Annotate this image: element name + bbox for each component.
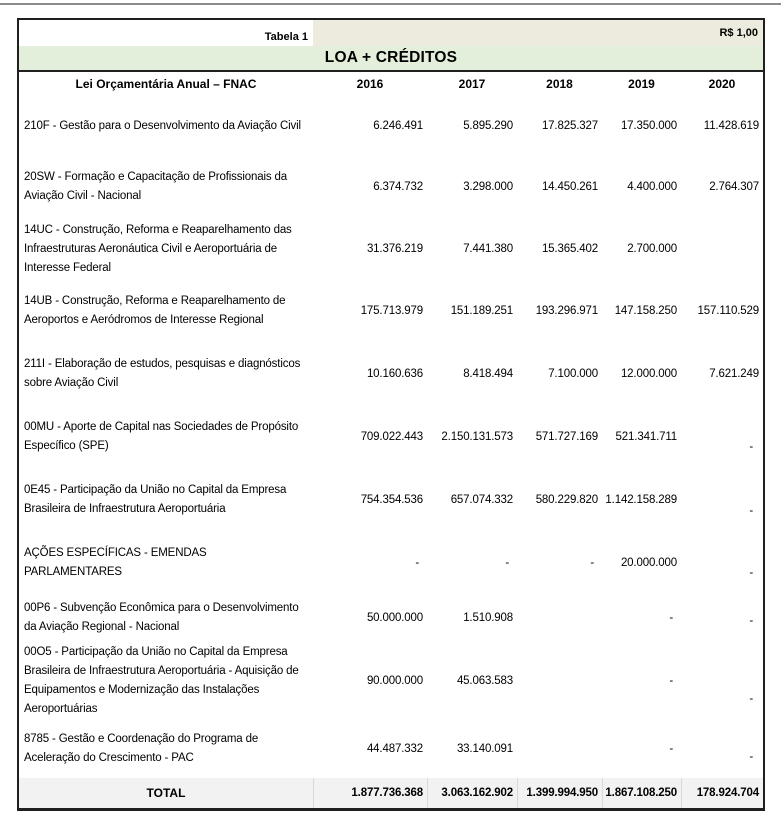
row-value: 50.000.000: [366, 612, 423, 624]
row-value: 45.063.583: [456, 675, 513, 687]
row-value: 6.246.491: [373, 120, 423, 132]
row-value: 44.487.332: [366, 743, 423, 755]
row-value: 15.365.402: [541, 243, 598, 255]
row-label: 0E45 - Participação da União no Capital da Empresa Brasileira de Infraestrutura Aeroportuária: [24, 484, 287, 515]
column-header-year-2017: 2017: [458, 77, 486, 91]
row-value: -: [749, 693, 753, 705]
row-value: 3.298.000: [463, 181, 513, 193]
row-label: 00MU - Aporte de Capital nas Sociedades de Propósito Específico (SPE): [24, 421, 299, 452]
table-row: [19, 468, 763, 532]
row-value: -: [669, 675, 673, 687]
row-value: 20.000.000: [620, 557, 677, 569]
row-value: -: [749, 615, 753, 627]
row-value: 17.825.327: [541, 120, 598, 132]
row-value: [681, 218, 763, 280]
table-body: [19, 96, 763, 778]
row-value: 5.895.290: [463, 120, 513, 132]
currency-note: R$ 1,00: [313, 20, 763, 46]
row-label: 00P6 - Subvenção Econômica para o Desenvolvimento da Aviação Regional - Nacional: [24, 602, 299, 633]
header-row: [19, 72, 763, 96]
row-value: 14.450.261: [541, 181, 598, 193]
table-row: [19, 342, 763, 406]
total-value-2018: 1.399.994.950: [517, 778, 602, 808]
row-value: 8.418.494: [463, 368, 513, 380]
row-label: 14UB - Construção, Reforma e Reaparelhamento de Aeroportos e Aeródromos de Interesse Regional: [24, 295, 286, 326]
total-row: [19, 778, 763, 808]
table-label: Tabela 1: [264, 31, 308, 43]
row-value: 12.000.000: [620, 368, 677, 380]
row-label: 210F - Gestão para o Desenvolvimento da Aviação Civil: [24, 119, 301, 132]
row-value: -: [749, 751, 753, 763]
row-value: 193.296.971: [535, 305, 598, 317]
total-value-2017: 3.063.162.902: [427, 778, 517, 808]
row-value: 147.158.250: [614, 305, 677, 317]
row-value: 709.022.443: [360, 431, 423, 443]
column-header-year-2018: 2018: [546, 77, 573, 91]
table-row: [19, 642, 763, 720]
row-label: 211I - Elaboração de estudos, pesquisas e diagnósticos sobre Aviação Civil: [24, 358, 301, 389]
table-row: [19, 406, 763, 468]
page-top-edge: [0, 3, 781, 5]
column-header-year-2016: 2016: [356, 77, 384, 91]
row-value: 11.428.619: [703, 120, 759, 132]
row-value: 6.374.732: [373, 181, 423, 193]
row-value: -: [415, 557, 419, 569]
row-value: 10.160.636: [366, 368, 423, 380]
row-value: [517, 594, 602, 642]
table-row: [19, 532, 763, 594]
row-value: -: [590, 557, 594, 569]
row-value: 571.727.169: [535, 431, 598, 443]
total-label: TOTAL: [146, 786, 186, 800]
row-value: [517, 720, 602, 778]
row-label: 20SW - Formação e Capacitação de Profissionais da Aviação Civil - Nacional: [24, 171, 288, 202]
total-value-2020: 178.924.704: [681, 778, 763, 808]
row-label: AÇÕES ESPECÍFICAS - EMENDAS PARLAMENTARES: [24, 547, 207, 578]
table-row: [19, 594, 763, 642]
row-value: -: [749, 567, 753, 579]
row-value: [517, 642, 602, 720]
row-label: 00O5 - Participação da União no Capital da Empresa Brasileira de Infraestrutura Aeroportuária - Aquisição de Equipamentos e Modernização das Instalações Aeroportuárias: [24, 646, 299, 715]
row-value: -: [749, 441, 753, 453]
table-row: [19, 280, 763, 342]
row-value: 2.700.000: [627, 243, 677, 255]
row-value: 754.354.536: [360, 494, 423, 506]
total-value-2016: 1.877.736.368: [313, 778, 427, 808]
row-value: 31.376.219: [366, 243, 423, 255]
row-label: 8785 - Gestão e Coordenação do Programa de Aceleração do Crescimento - PAC: [24, 733, 259, 764]
row-value: 2.150.131.573: [441, 431, 513, 443]
row-value: 1.510.908: [463, 612, 513, 624]
row-value: 521.341.711: [615, 431, 677, 443]
row-value: 580.229.820: [535, 494, 598, 506]
row-value: 7.441.380: [463, 243, 513, 255]
column-header-year-2020: 2020: [708, 77, 736, 91]
table-row: [19, 156, 763, 218]
table-row: [19, 218, 763, 280]
row-value: -: [669, 743, 673, 755]
row-value: 657.074.332: [450, 494, 513, 506]
table-row: [19, 720, 763, 778]
row-value: 4.400.000: [627, 181, 677, 193]
row-value: -: [505, 557, 509, 569]
row-value: 90.000.000: [366, 675, 423, 687]
row-value: 33.140.091: [456, 743, 513, 755]
row-value: 175.713.979: [360, 305, 423, 317]
column-header-year-2019: 2019: [628, 77, 655, 91]
row-value: 157.110.529: [697, 305, 759, 317]
total-value-2019: 1.867.108.250: [602, 778, 681, 808]
row-value: 7.621.249: [709, 368, 759, 380]
column-header-program: Lei Orçamentária Anual – FNAC: [75, 77, 257, 91]
table-meta-row: [19, 20, 763, 46]
row-value: 1.142.158.289: [605, 494, 677, 506]
row-value: 151.189.251: [450, 305, 513, 317]
table-title: LOA + CRÉDITOS: [19, 46, 763, 72]
row-label: 14UC - Construção, Reforma e Reaparelhamento das Infraestruturas Aeronáutica Civil e Aeroportuária de Interesse Federal: [24, 223, 292, 274]
row-value: -: [669, 612, 673, 624]
row-value: 7.100.000: [548, 368, 598, 380]
budget-table: [17, 18, 765, 811]
row-value: 17.350.000: [620, 120, 677, 132]
row-value: -: [749, 505, 753, 517]
row-value: 2.764.307: [709, 181, 759, 193]
table-row: [19, 96, 763, 156]
